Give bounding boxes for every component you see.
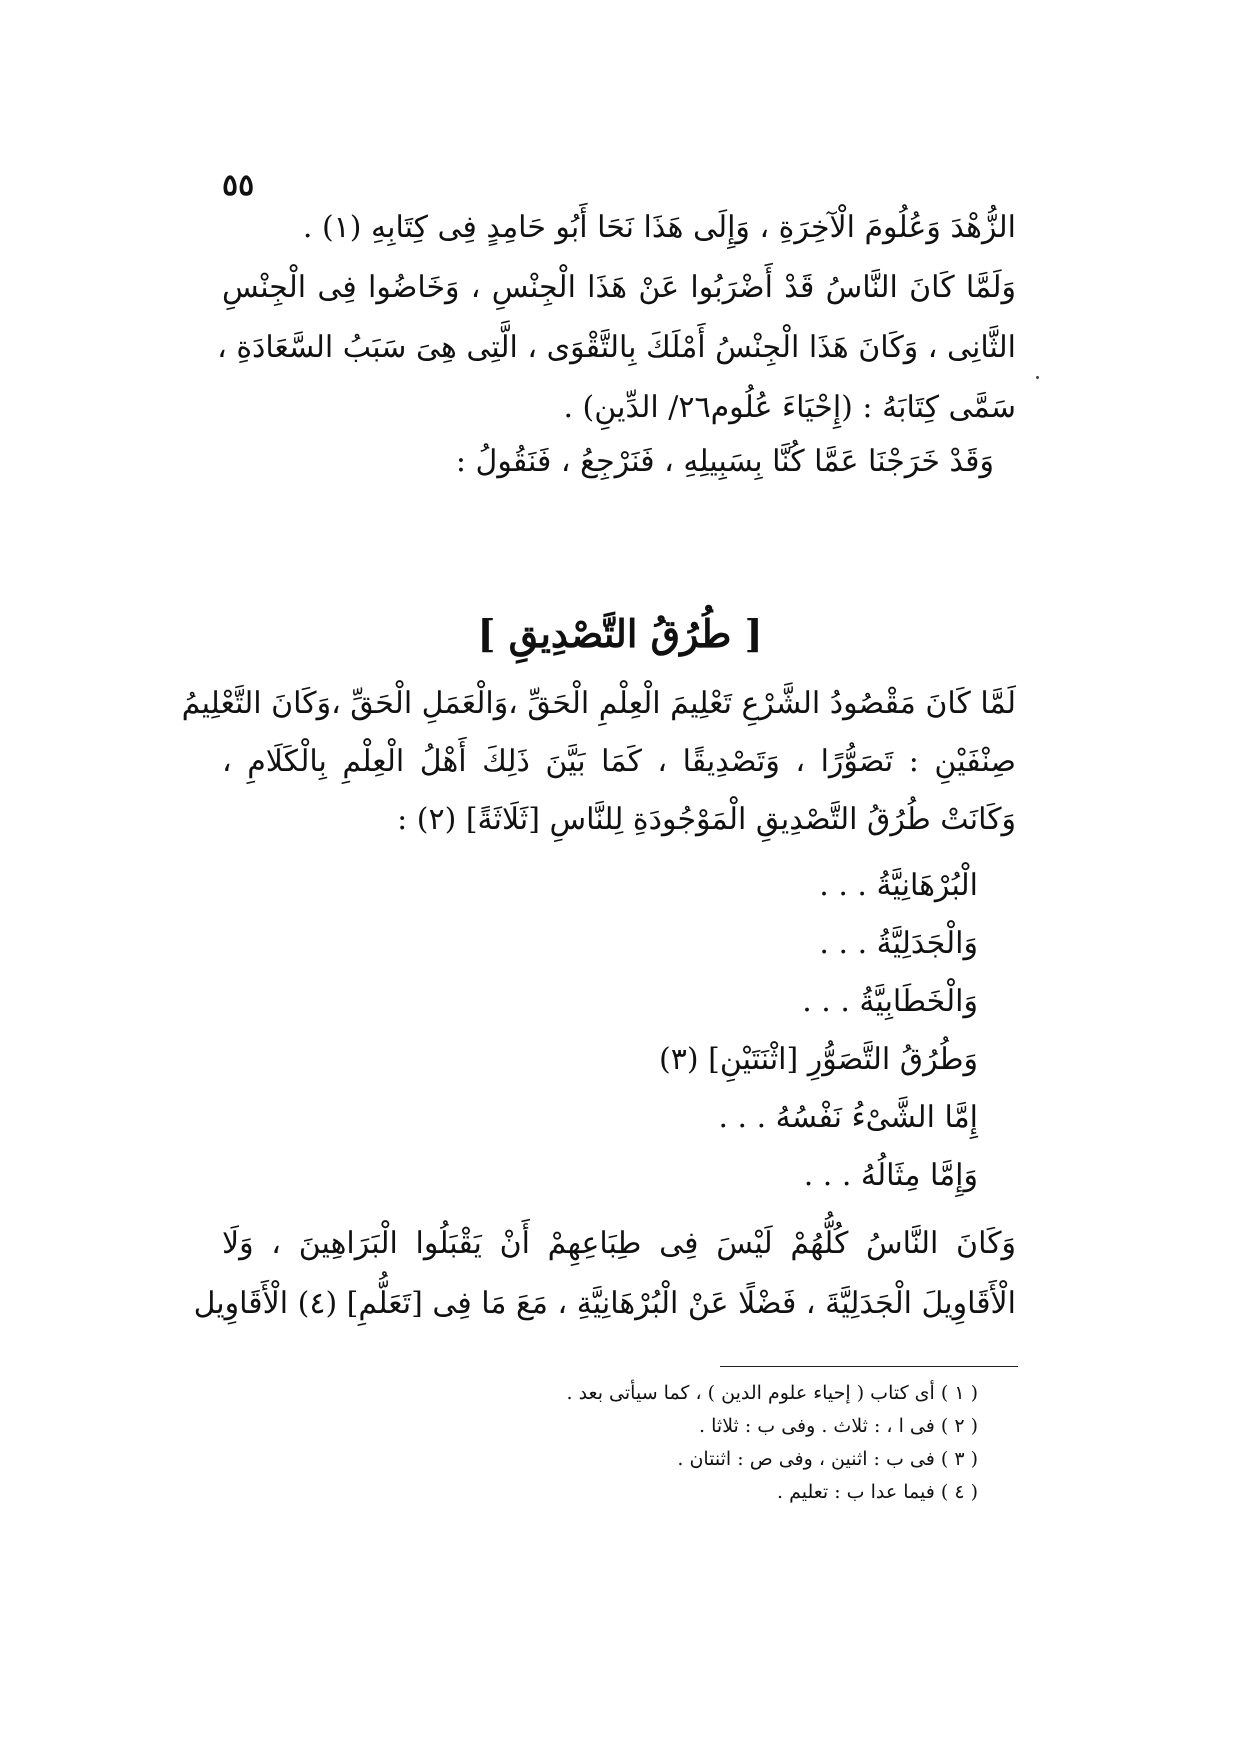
body-line-1: لَمَّا كَانَ مَقْصُودُ الشَّرْعِ تَعْلِيمَ الْعِلْمِ الْحَقِّ ،وَالْعَمَلِ الْحَقِّ ،وَكَانَ التَّعْلِيمُ [181, 686, 1016, 721]
intro-line-4: سَمَّى كِتَابَهُ : (إِحْيَاءَ عُلُوم٢٦/ الدِّينِ) . [563, 390, 1016, 425]
list-item-turuq-tasawwur: وَطُرُقُ التَّصَوُّرِ [اثْنَتَيْنِ] (٣) [659, 1042, 978, 1077]
list-item-khitabiya: وَالْخَطَابِيَّةُ . . . [802, 984, 978, 1019]
intro-line-3: الثَّانِى ، وَكَانَ هَذَا الْجِنْسُ أَمْلَكَ بِالتَّقْوَى ، الَّتِى هِىَ سَبَبُ السَّعَادَةِ ، [217, 330, 1016, 365]
closing-line-2: الْأَقَاوِيلَ الْجَدَلِيَّةَ ، فَضْلًا عَنْ الْبُرْهَانِيَّةِ ، مَعَ مَا فِى [تَعَلُّمِ] (٤) الْأَقَاوِيل [193, 1286, 1016, 1321]
list-item-shay-nafsuhu: إِمَّا الشَّىْءُ نَفْسُهُ . . . [718, 1100, 978, 1135]
body-line-2: صِنْفَيْنِ : تَصَوُّرًا ، وَتَصْدِيقًا ، كَمَا بَيَّنَ ذَلِكَ أَهْلُ الْعِلْمِ بِالْكَلَامِ ، [222, 744, 1016, 779]
list-item-jadaliya: وَالْجَدَلِيَّةُ . . . [819, 926, 978, 961]
footnote-divider [720, 1366, 1018, 1367]
intro-line-1: الزُّهْدَ وَعُلُومَ الْآخِرَةِ ، وَإِلَى هَذَا نَحَا أَبُو حَامِدٍ فِى كِتَابِهِ (١) . [302, 210, 1016, 245]
footnote-4: ( ٤ ) فيما عدا ب : تعليم . [777, 1481, 978, 1503]
list-item-burhaniya: الْبُرْهَانِيَّةُ . . . [819, 868, 978, 903]
list-item-mithaluhu: وَإِمَّا مِثَالُهُ . . . [803, 1158, 978, 1193]
intro-line-5: وَقَدْ خَرَجْنَا عَمَّا كُنَّا بِسَبِيلِهِ ، فَنَرْجِعُ ، فَنَقُولُ : [455, 444, 994, 479]
body-line-3: وَكَانَتْ طُرُقُ التَّصْدِيقِ الْمَوْجُودَةِ لِلنَّاسِ [ثَلَاثَةً] (٢) : [397, 802, 1016, 837]
section-heading: [ طُرُقُ التَّصْدِيقِ ] [477, 611, 763, 656]
stray-mark [1036, 376, 1039, 379]
intro-line-2: وَلَمَّا كَانَ النَّاسُ قَدْ أَضْرَبُوا عَنْ هَذَا الْجِنْسِ ، وَخَاضُوا فِى الْجِنْسِ [222, 270, 1016, 305]
footnote-3: ( ٣ ) فى ب : اثنين ، وفى ص : اثنتان . [677, 1448, 978, 1470]
footnote-2: ( ٢ ) فى ا ، : ثلاث . وفى ب : ثلاثا . [699, 1415, 978, 1437]
page-number: ٥٥ [222, 168, 255, 203]
closing-line-1: وَكَانَ النَّاسُ كُلُّهُمْ لَيْسَ فِى طِبَاعِهِمْ أَنْ يَقْبَلُوا الْبَرَاهِينَ ، وَلَا [222, 1226, 1016, 1261]
footnote-1: ( ١ ) أى كتاب ( إحياء علوم الدين ) ، كما سيأتى بعد . [566, 1382, 978, 1404]
